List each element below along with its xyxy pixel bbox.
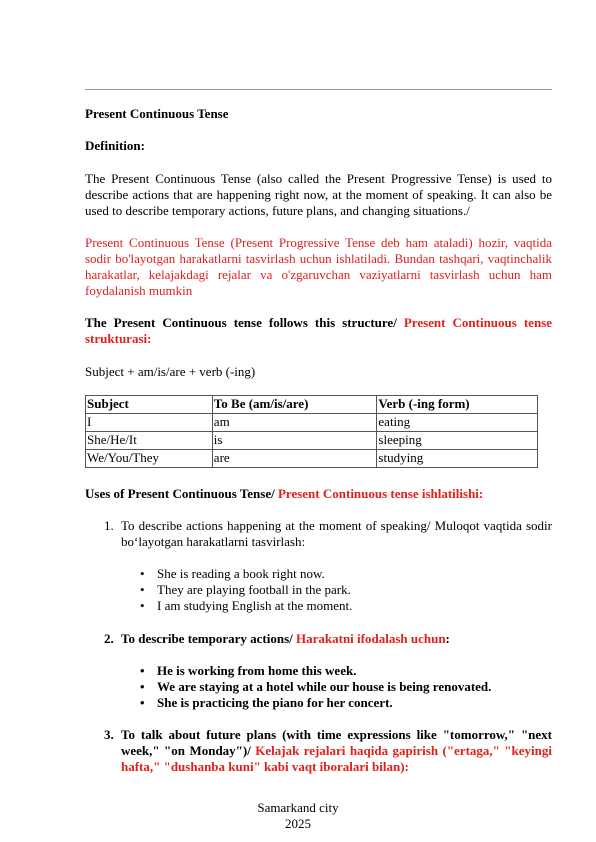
use-number: 2.: [104, 631, 114, 646]
list-item: • We are staying at a hotel while our house is being renovated.: [85, 679, 552, 695]
uses-heading-en: Uses of Present Continuous Tense/: [85, 486, 278, 501]
list-item: • She is practicing the piano for her concert.: [85, 695, 552, 711]
table-cell: is: [212, 432, 377, 450]
list-item: • They are playing football in the park.: [85, 582, 552, 598]
footer-city: Samarkand city: [257, 800, 339, 815]
use-text-uz: Harakatni ifodalash uchun: [296, 631, 446, 646]
structure-formula: Subject + am/is/are + verb (-ing): [85, 364, 256, 379]
table-header-cell: Subject: [86, 396, 213, 414]
definition-uzbek: Present Continuous Tense (Present Progressive Tense deb ham ataladi) hozir, vaqtida sodir bo'layotgan harakatlarni tasvirlash uchun ishlatiladi. Bundan tashqari, vaqtinchalik harakatlar, kelajakdagi rejalar va o'zgaruvchan vaziyatlarni tasvirlash uchun ham foydalanish mumkin: [85, 235, 552, 298]
use-text-uz: Kelajak rejalari haqida gapirish ("ertaga," "keyingi hafta," "dushanba kuni" kabi vaqt iboralari bilan):: [121, 743, 552, 774]
table-cell: studying: [377, 450, 538, 468]
table-row: [86, 450, 538, 468]
table-header-cell: Verb (-ing form): [377, 396, 538, 414]
table-cell: am: [212, 414, 377, 432]
use-text: [121, 631, 552, 647]
use-text-tail: :: [445, 631, 450, 646]
table-header-cell: To Be (am/is/are): [212, 396, 377, 414]
uses-heading: [85, 486, 552, 502]
table-cell: sleeping: [377, 432, 538, 450]
table-cell: eating: [377, 414, 538, 432]
conjugation-table-wrap: [85, 395, 552, 468]
table-header-row: [86, 396, 538, 414]
use-item-1: [85, 518, 552, 550]
use-item-2: [85, 631, 552, 647]
uses-heading-uz: Present Continuous tense ishlatilishi:: [277, 486, 484, 501]
use-number: 1.: [104, 518, 114, 533]
table-cell: I: [86, 414, 213, 432]
definition-heading: Definition:: [85, 138, 145, 153]
list-item: • He is working from home this week.: [85, 663, 552, 679]
conjugation-table: [85, 395, 538, 468]
structure-heading-en: The Present Continuous tense follows this structure/: [85, 315, 404, 330]
use-1-examples: [85, 566, 552, 614]
use-number: 3.: [104, 727, 114, 742]
use-text-en: To describe temporary actions/: [121, 631, 296, 646]
document-title: Present Continuous Tense: [85, 106, 229, 121]
list-item: • I am studying English at the moment.: [85, 598, 552, 614]
table-row: [86, 432, 538, 450]
use-text-en: To talk about future plans (with time expressions like "tomorrow," "next week," "on Monday")/: [121, 727, 552, 758]
structure-heading: [85, 315, 552, 347]
table-cell: are: [212, 450, 377, 468]
use-2-examples: [85, 663, 552, 711]
list-item: • She is reading a book right now.: [85, 566, 552, 582]
footer-year: 2025: [285, 816, 311, 831]
definition-english: The Present Continuous Tense (also called the Present Progressive Tense) is used to describe actions that are happening right now, at the moment of speaking. It can also be used to describe temporary actions, future plans, and changing situations./: [85, 171, 552, 218]
use-item-3: [85, 727, 552, 775]
header-rule: [85, 89, 552, 90]
table-row: [86, 414, 538, 432]
use-text: To describe actions happening at the moment of speaking/ Muloqot vaqtida sodir bo‘layotgan harakatlarni tasvirlash:: [121, 518, 552, 549]
table-cell: We/You/They: [86, 450, 213, 468]
table-cell: She/He/It: [86, 432, 213, 450]
use-text: [121, 727, 552, 775]
structure-heading-uz: Present Continuous tense strukturasi:: [85, 315, 552, 346]
